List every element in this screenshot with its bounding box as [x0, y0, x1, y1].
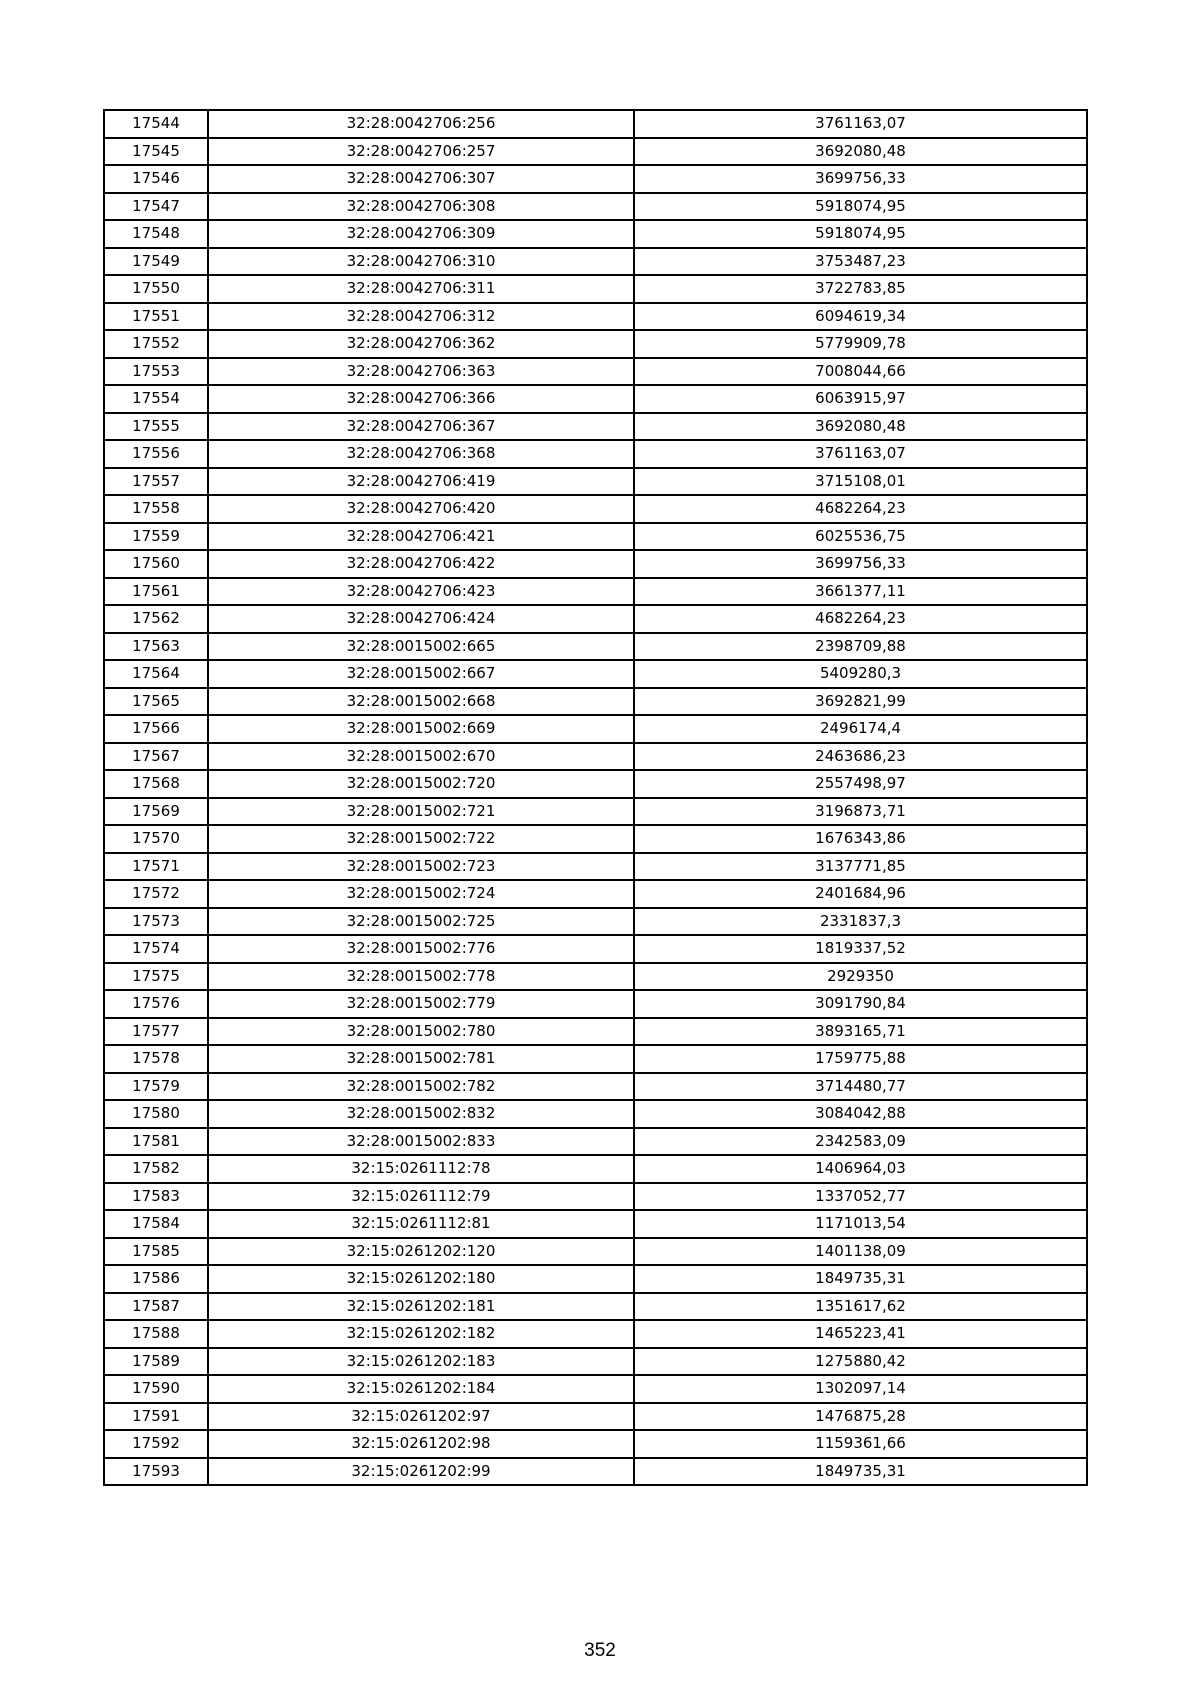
row-number-cell: 17577	[104, 1018, 208, 1046]
cadastral-number-cell: 32:28:0015002:669	[208, 715, 634, 743]
cadastral-number-cell: 32:28:0042706:310	[208, 248, 634, 276]
cadastral-number-cell: 32:15:0261202:180	[208, 1265, 634, 1293]
table-row	[104, 1403, 1087, 1431]
table-row	[104, 385, 1087, 413]
table-row	[104, 770, 1087, 798]
cadastral-number-cell: 32:28:0015002:668	[208, 688, 634, 716]
row-number-cell: 17557	[104, 468, 208, 496]
row-number-cell: 17564	[104, 660, 208, 688]
row-number-cell: 17593	[104, 1458, 208, 1486]
row-number-cell: 17581	[104, 1128, 208, 1156]
cadastral-number-cell: 32:28:0042706:419	[208, 468, 634, 496]
table-row	[104, 413, 1087, 441]
cadastral-value-cell: 2398709,88	[634, 633, 1087, 661]
row-number-cell: 17584	[104, 1210, 208, 1238]
row-number-cell: 17552	[104, 330, 208, 358]
row-number-cell: 17562	[104, 605, 208, 633]
cadastral-number-cell: 32:28:0042706:307	[208, 165, 634, 193]
row-number-cell: 17553	[104, 358, 208, 386]
cadastral-number-cell: 32:15:0261202:99	[208, 1458, 634, 1486]
table-row	[104, 1348, 1087, 1376]
row-number-cell: 17568	[104, 770, 208, 798]
row-number-cell: 17555	[104, 413, 208, 441]
cadastral-value-cell: 1302097,14	[634, 1375, 1087, 1403]
cadastral-number-cell: 32:15:0261112:81	[208, 1210, 634, 1238]
table-row	[104, 825, 1087, 853]
cadastral-number-cell: 32:28:0042706:420	[208, 495, 634, 523]
cadastral-number-cell: 32:28:0042706:257	[208, 138, 634, 166]
cadastral-value-cell: 1351617,62	[634, 1293, 1087, 1321]
cadastral-value-cell: 1401138,09	[634, 1238, 1087, 1266]
cadastral-number-cell: 32:28:0015002:782	[208, 1073, 634, 1101]
row-number-cell: 17563	[104, 633, 208, 661]
row-number-cell: 17571	[104, 853, 208, 881]
cadastral-value-cell: 2929350	[634, 963, 1087, 991]
row-number-cell: 17556	[104, 440, 208, 468]
row-number-cell: 17590	[104, 1375, 208, 1403]
registry-table-body	[104, 110, 1087, 1485]
table-row	[104, 660, 1087, 688]
table-row	[104, 743, 1087, 771]
cadastral-value-cell: 1849735,31	[634, 1265, 1087, 1293]
cadastral-number-cell: 32:28:0042706:423	[208, 578, 634, 606]
cadastral-number-cell: 32:28:0015002:667	[208, 660, 634, 688]
table-row	[104, 1155, 1087, 1183]
table-row	[104, 110, 1087, 138]
cadastral-value-cell: 6025536,75	[634, 523, 1087, 551]
cadastral-number-cell: 32:28:0042706:256	[208, 110, 634, 138]
cadastral-number-cell: 32:28:0015002:778	[208, 963, 634, 991]
cadastral-value-cell: 3661377,11	[634, 578, 1087, 606]
cadastral-value-cell: 1159361,66	[634, 1430, 1087, 1458]
row-number-cell: 17574	[104, 935, 208, 963]
row-number-cell: 17554	[104, 385, 208, 413]
cadastral-number-cell: 32:28:0015002:832	[208, 1100, 634, 1128]
cadastral-value-cell: 3196873,71	[634, 798, 1087, 826]
table-row	[104, 193, 1087, 221]
cadastral-value-cell: 3699756,33	[634, 165, 1087, 193]
cadastral-value-cell: 4682264,23	[634, 495, 1087, 523]
table-row	[104, 1183, 1087, 1211]
table-row	[104, 220, 1087, 248]
row-number-cell: 17560	[104, 550, 208, 578]
row-number-cell: 17550	[104, 275, 208, 303]
row-number-cell: 17569	[104, 798, 208, 826]
row-number-cell: 17566	[104, 715, 208, 743]
cadastral-value-cell: 1406964,03	[634, 1155, 1087, 1183]
table-row	[104, 1320, 1087, 1348]
cadastral-value-cell: 4682264,23	[634, 605, 1087, 633]
table-row	[104, 798, 1087, 826]
cadastral-value-cell: 3692080,48	[634, 138, 1087, 166]
cadastral-number-cell: 32:15:0261112:79	[208, 1183, 634, 1211]
row-number-cell: 17548	[104, 220, 208, 248]
page-number: 352	[584, 1640, 616, 1661]
cadastral-number-cell: 32:28:0015002:724	[208, 880, 634, 908]
table-row	[104, 1430, 1087, 1458]
row-number-cell: 17544	[104, 110, 208, 138]
cadastral-value-cell: 3753487,23	[634, 248, 1087, 276]
cadastral-number-cell: 32:15:0261202:184	[208, 1375, 634, 1403]
cadastral-number-cell: 32:28:0042706:367	[208, 413, 634, 441]
row-number-cell: 17589	[104, 1348, 208, 1376]
cadastral-number-cell: 32:28:0015002:720	[208, 770, 634, 798]
cadastral-value-cell: 3761163,07	[634, 440, 1087, 468]
cadastral-number-cell: 32:15:0261202:183	[208, 1348, 634, 1376]
cadastral-number-cell: 32:28:0015002:779	[208, 990, 634, 1018]
table-row	[104, 605, 1087, 633]
cadastral-number-cell: 32:28:0015002:776	[208, 935, 634, 963]
cadastral-value-cell: 2496174,4	[634, 715, 1087, 743]
cadastral-value-cell: 3692080,48	[634, 413, 1087, 441]
row-number-cell: 17585	[104, 1238, 208, 1266]
table-row	[104, 633, 1087, 661]
cadastral-value-cell: 3893165,71	[634, 1018, 1087, 1046]
cadastral-value-cell: 2342583,09	[634, 1128, 1087, 1156]
cadastral-value-cell: 2557498,97	[634, 770, 1087, 798]
row-number-cell: 17558	[104, 495, 208, 523]
cadastral-number-cell: 32:28:0042706:368	[208, 440, 634, 468]
cadastral-number-cell: 32:28:0042706:421	[208, 523, 634, 551]
cadastral-value-cell: 5779909,78	[634, 330, 1087, 358]
cadastral-value-cell: 1337052,77	[634, 1183, 1087, 1211]
row-number-cell: 17579	[104, 1073, 208, 1101]
cadastral-value-cell: 1676343,86	[634, 825, 1087, 853]
table-row	[104, 165, 1087, 193]
table-row	[104, 935, 1087, 963]
cadastral-value-cell: 1171013,54	[634, 1210, 1087, 1238]
row-number-cell: 17561	[104, 578, 208, 606]
table-row	[104, 1018, 1087, 1046]
row-number-cell: 17559	[104, 523, 208, 551]
cadastral-number-cell: 32:28:0042706:363	[208, 358, 634, 386]
cadastral-number-cell: 32:28:0042706:366	[208, 385, 634, 413]
table-row	[104, 523, 1087, 551]
table-row	[104, 880, 1087, 908]
table-row	[104, 303, 1087, 331]
cadastral-value-cell: 1849735,31	[634, 1458, 1087, 1486]
row-number-cell: 17586	[104, 1265, 208, 1293]
cadastral-number-cell: 32:28:0015002:723	[208, 853, 634, 881]
row-number-cell: 17583	[104, 1183, 208, 1211]
cadastral-value-cell: 7008044,66	[634, 358, 1087, 386]
table-row	[104, 1073, 1087, 1101]
table-row	[104, 1265, 1087, 1293]
row-number-cell: 17565	[104, 688, 208, 716]
table-row	[104, 275, 1087, 303]
row-number-cell: 17573	[104, 908, 208, 936]
cadastral-number-cell: 32:28:0015002:721	[208, 798, 634, 826]
row-number-cell: 17580	[104, 1100, 208, 1128]
table-row	[104, 330, 1087, 358]
row-number-cell: 17588	[104, 1320, 208, 1348]
table-row	[104, 990, 1087, 1018]
table-row	[104, 908, 1087, 936]
cadastral-number-cell: 32:15:0261202:182	[208, 1320, 634, 1348]
row-number-cell: 17575	[104, 963, 208, 991]
cadastral-number-cell: 32:15:0261202:97	[208, 1403, 634, 1431]
row-number-cell: 17592	[104, 1430, 208, 1458]
table-row	[104, 550, 1087, 578]
cadastral-number-cell: 32:15:0261202:181	[208, 1293, 634, 1321]
table-row	[104, 1210, 1087, 1238]
cadastral-number-cell: 32:28:0042706:312	[208, 303, 634, 331]
cadastral-value-cell: 3722783,85	[634, 275, 1087, 303]
cadastral-number-cell: 32:28:0042706:422	[208, 550, 634, 578]
cadastral-value-cell: 3137771,85	[634, 853, 1087, 881]
cadastral-number-cell: 32:28:0015002:665	[208, 633, 634, 661]
table-row	[104, 1375, 1087, 1403]
table-row	[104, 248, 1087, 276]
table-row	[104, 688, 1087, 716]
table-row	[104, 578, 1087, 606]
row-number-cell: 17545	[104, 138, 208, 166]
row-number-cell: 17546	[104, 165, 208, 193]
table-row	[104, 1045, 1087, 1073]
cadastral-number-cell: 32:28:0015002:670	[208, 743, 634, 771]
cadastral-value-cell: 2331837,3	[634, 908, 1087, 936]
row-number-cell: 17572	[104, 880, 208, 908]
table-row	[104, 853, 1087, 881]
table-row	[104, 1128, 1087, 1156]
table-row	[104, 495, 1087, 523]
cadastral-number-cell: 32:28:0042706:309	[208, 220, 634, 248]
row-number-cell: 17567	[104, 743, 208, 771]
row-number-cell: 17547	[104, 193, 208, 221]
row-number-cell: 17578	[104, 1045, 208, 1073]
row-number-cell: 17549	[104, 248, 208, 276]
cadastral-value-cell: 5409280,3	[634, 660, 1087, 688]
table-row	[104, 963, 1087, 991]
cadastral-value-cell: 3761163,07	[634, 110, 1087, 138]
row-number-cell: 17576	[104, 990, 208, 1018]
cadastral-value-cell: 1465223,41	[634, 1320, 1087, 1348]
cadastral-number-cell: 32:28:0015002:833	[208, 1128, 634, 1156]
cadastral-number-cell: 32:28:0015002:781	[208, 1045, 634, 1073]
table-row	[104, 358, 1087, 386]
cadastral-value-cell: 3692821,99	[634, 688, 1087, 716]
table-row	[104, 1293, 1087, 1321]
table-row	[104, 1458, 1087, 1486]
table-row	[104, 1100, 1087, 1128]
cadastral-number-cell: 32:28:0015002:722	[208, 825, 634, 853]
cadastral-value-cell: 3699756,33	[634, 550, 1087, 578]
cadastral-value-cell: 1275880,42	[634, 1348, 1087, 1376]
registry-table	[103, 109, 1088, 1486]
table-row	[104, 440, 1087, 468]
row-number-cell: 17587	[104, 1293, 208, 1321]
cadastral-value-cell: 6063915,97	[634, 385, 1087, 413]
table-row	[104, 138, 1087, 166]
cadastral-value-cell: 6094619,34	[634, 303, 1087, 331]
cadastral-value-cell: 2463686,23	[634, 743, 1087, 771]
cadastral-value-cell: 1759775,88	[634, 1045, 1087, 1073]
cadastral-value-cell: 5918074,95	[634, 193, 1087, 221]
row-number-cell: 17582	[104, 1155, 208, 1183]
cadastral-value-cell: 3091790,84	[634, 990, 1087, 1018]
cadastral-value-cell: 5918074,95	[634, 220, 1087, 248]
cadastral-number-cell: 32:28:0042706:424	[208, 605, 634, 633]
cadastral-number-cell: 32:28:0042706:308	[208, 193, 634, 221]
cadastral-value-cell: 2401684,96	[634, 880, 1087, 908]
cadastral-number-cell: 32:28:0042706:362	[208, 330, 634, 358]
cadastral-number-cell: 32:28:0015002:780	[208, 1018, 634, 1046]
row-number-cell: 17551	[104, 303, 208, 331]
cadastral-value-cell: 3715108,01	[634, 468, 1087, 496]
cadastral-value-cell: 1819337,52	[634, 935, 1087, 963]
table-row	[104, 468, 1087, 496]
table-row	[104, 1238, 1087, 1266]
table-row	[104, 715, 1087, 743]
cadastral-number-cell: 32:28:0015002:725	[208, 908, 634, 936]
cadastral-number-cell: 32:15:0261112:78	[208, 1155, 634, 1183]
cadastral-number-cell: 32:15:0261202:98	[208, 1430, 634, 1458]
cadastral-value-cell: 3714480,77	[634, 1073, 1087, 1101]
row-number-cell: 17591	[104, 1403, 208, 1431]
cadastral-number-cell: 32:28:0042706:311	[208, 275, 634, 303]
cadastral-value-cell: 1476875,28	[634, 1403, 1087, 1431]
cadastral-value-cell: 3084042,88	[634, 1100, 1087, 1128]
row-number-cell: 17570	[104, 825, 208, 853]
cadastral-number-cell: 32:15:0261202:120	[208, 1238, 634, 1266]
